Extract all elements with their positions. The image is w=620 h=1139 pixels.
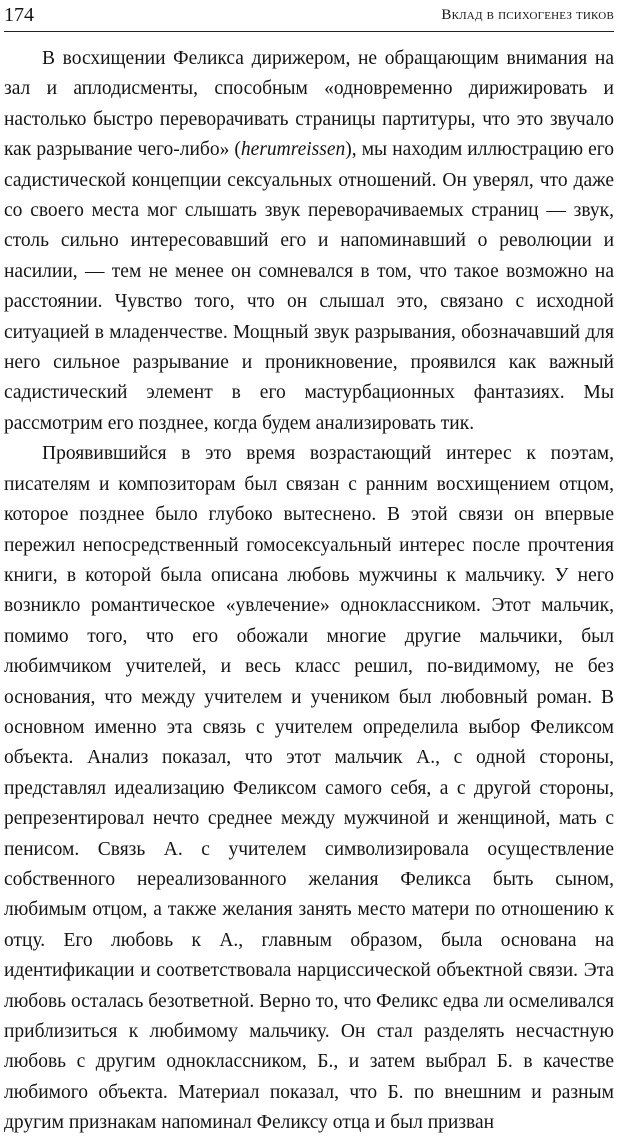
header-rule — [4, 31, 614, 32]
paragraph-2: Проявившийся в это время возрастающий интерес к поэтам, писателям и композиторам был связан с ранним восхищением отцом, которое позднее было глубоко вытеснено. В этой связи он впервые пережил непосредственный гомосексуальный интерес после прочтения книги, в которой была описана любовь мужчины к мальчику. У него возникло романтическое «увлечение» одноклассником. Этот мальчик, помимо того, что его обожали многие другие мальчики, был любимчиком учителей, и весь класс решил, по-видимому, не без основания, что между учителем и учеником был любовный роман. В основном именно эта связь с учителем определила выбор Феликсом объекта. Анализ показал, что этот мальчик А., с одной стороны, представлял идеализацию Феликсом самого себя, а с другой стороны, репрезентировал нечто среднее между мужчиной и женщиной, мать с пенисом. Связь А. с учителем символизировала осуществление собственного нереализованного желания Феликса быть сыном, любимым отцом, а также желания занять место матери по отношению к отцу. Его любовь к А., главным образом, была основана на идентификации и соответствовала нарциссической объектной связи. Эта любовь осталась безответной. Верно то, что Феликс едва ли осмеливался приблизиться к любимому мальчику. Он стал разделять несчастную любовь с другим одноклассником, Б., и затем выбрал Б. в качестве любимого объекта. Материал показал, что Б. по внешним и разным другим признакам напоминал Феликсу отца и был призван — [4, 443, 614, 1134]
paragraph-1-text-before: В восхищении Феликса дирижером, не обращающим внимания на зал и аплодисменты, способным «одновременно дирижировать и настолько быстро переворачивать страницы партитуры, что это звучало как разрывание чего-либо» ( — [4, 48, 614, 161]
page-number: 174 — [4, 4, 34, 26]
text-body — [4, 44, 614, 1139]
paragraph-1-text-after: ), мы находим иллюстрацию его садистической концепции сексуальных отношений. Он уверял, что даже со своего места мог слышать звук переворачиваемых страниц — звук, столь сильно интересовавший его и напоминавший о революции и насилии, — тем не менее он сомневался в том, что такое возможно на расстоянии. Чувство того, что он слышал это, связано с исходной ситуацией в младенчестве. Мощный звук разрывания, обозначавший для него сильное разрывание и проникновение, проявился как важный садистический элемент в его мастурбационных фантазиях. Мы рассмотрим его позднее, когда будем анализировать тик. — [4, 139, 615, 434]
running-title: Вклад в психогенез тиков — [441, 7, 614, 23]
paragraph-1 — [4, 44, 614, 439]
page-header — [4, 2, 614, 30]
foreign-term: herumreissen — [240, 139, 346, 161]
